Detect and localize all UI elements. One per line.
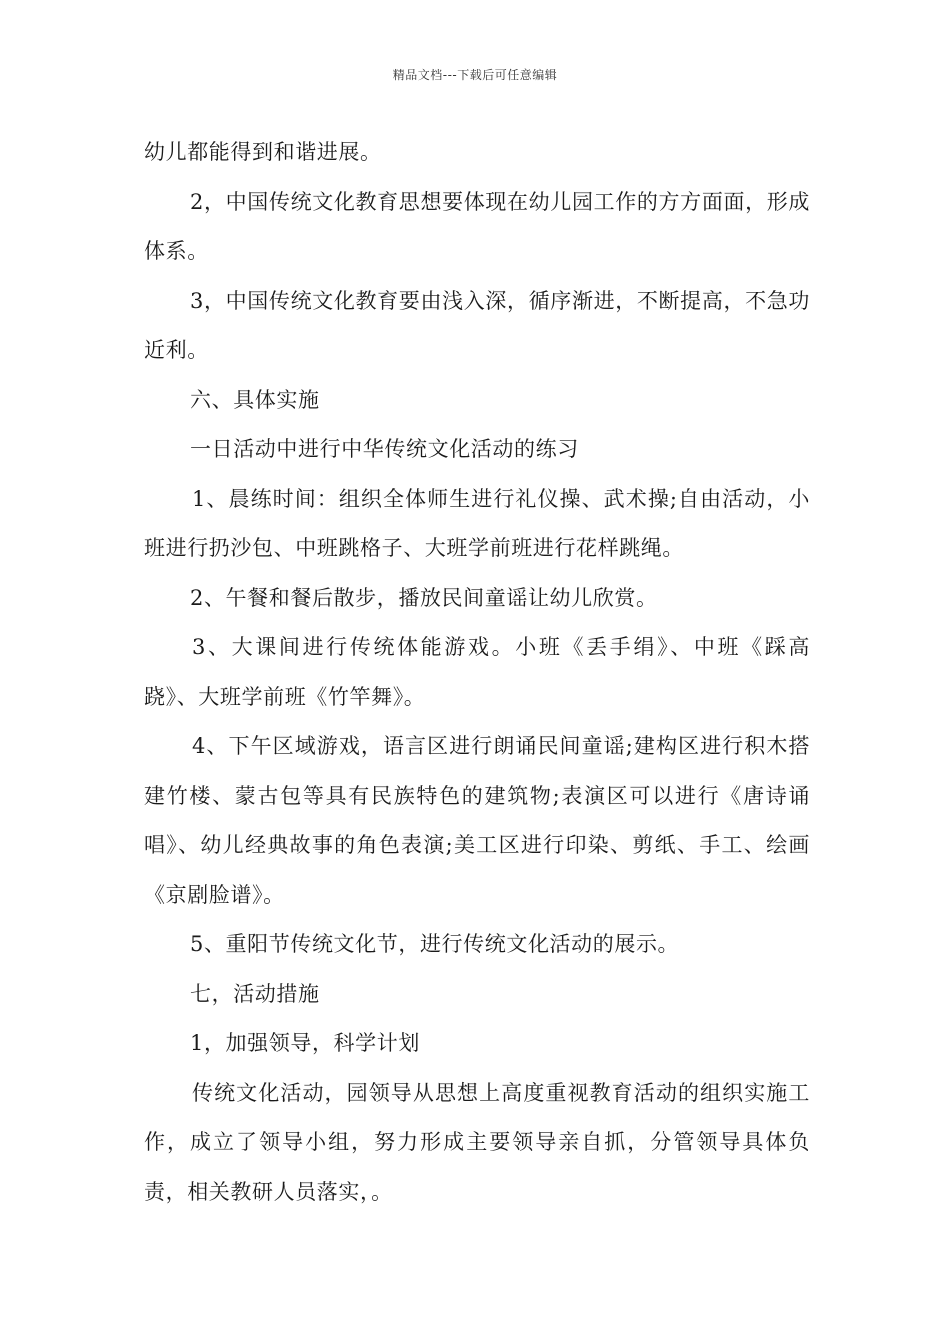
paragraph-double-ninth: 5、重阳节传统文化节，进行传统文化活动的展示。 (190, 932, 680, 956)
paragraph-afternoon-areas: 4、下午区域游戏，语言区进行朗诵民间童谣;建构区进行积木搭建竹楼、蒙古包等具有民族特色的建筑物;表演区可以进行《唐诗诵唱》、幼儿经典故事的角色表演;美工区进行印染、剪纸、手工、绘画《京剧脸谱》。 (144, 734, 810, 907)
paragraph-daily-activities: 一日活动中进行中华传统文化活动的练习 (190, 437, 579, 461)
paragraph-point-2: 2，中国传统文化教育思想要体现在幼儿园工作的方方面面，形成体系。 (144, 189, 810, 263)
paragraph-lunch-walk: 2、午餐和餐后散步，播放民间童谣让幼儿欣赏。 (190, 585, 658, 610)
paragraph-point-3: 3，中国传统文化教育要由浅入深，循序渐进，不断提高，不急功近利。 (144, 288, 810, 362)
paragraph-morning-exercise: 1、晨练时间：组织全体师生进行礼仪操、武术操;自由活动，小班进行扔沙包、中班跳格子、大班学前班进行花样跳绳。 (144, 486, 810, 560)
paragraph-continuation: 幼儿都能得到和谐进展。 (144, 140, 382, 164)
paragraph-break-games: 3、大课间进行传统体能游戏。小班《丢手绢》、中班《踩高跷》、大班学前班《竹竿舞》。 (144, 635, 810, 709)
section-heading-implementation: 六、具体实施 (190, 387, 320, 412)
document-body (144, 128, 810, 1217)
page-header: 精品文档---下载后可任意编辑 (392, 68, 558, 82)
section-heading-measures: 七，活动措施 (190, 981, 320, 1006)
paragraph-leadership-detail: 传统文化活动，园领导从思想上高度重视教育活动的组织实施工作，成立了领导小组，努力形成主要领导亲自抓，分管领导具体负责，相关教研人员落实，。 (144, 1080, 810, 1204)
paragraph-leadership: 1，加强领导，科学计划 (190, 1031, 420, 1055)
